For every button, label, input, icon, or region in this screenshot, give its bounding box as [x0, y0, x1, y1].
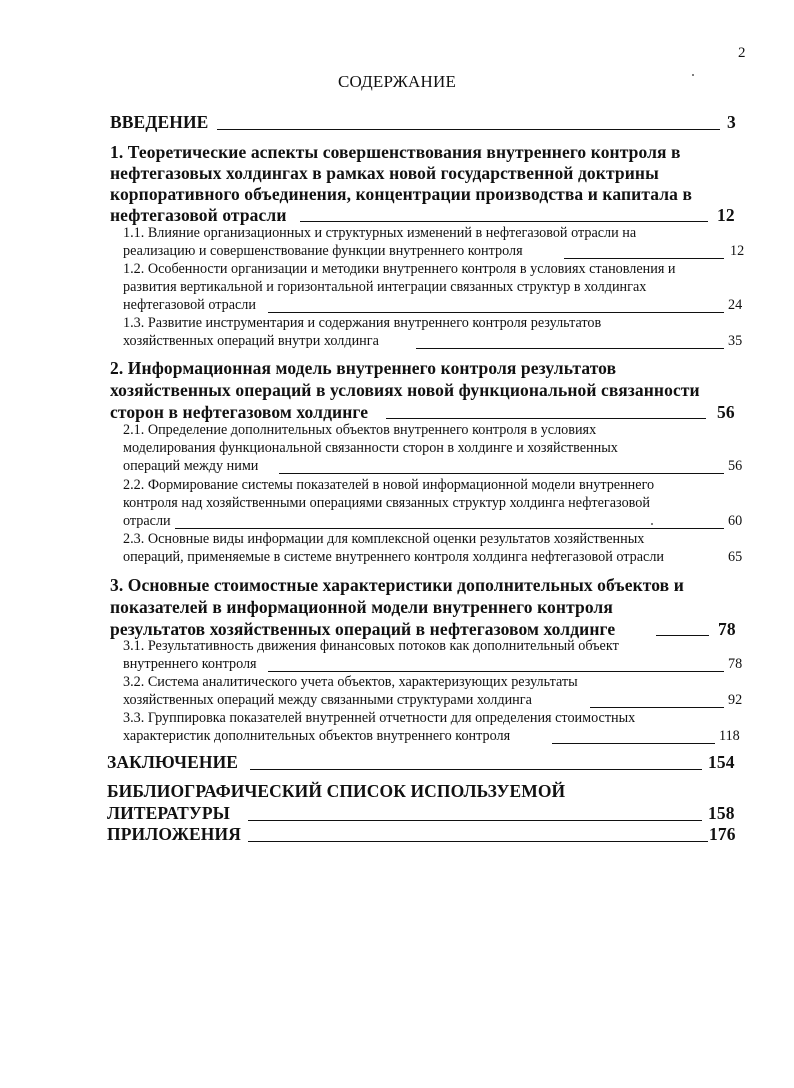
chapter-title-line: корпоративного объединения, концентрации производства и капитала в [110, 184, 693, 204]
entry-page: 78 [728, 656, 743, 672]
entry-label: ПРИЛОЖЕНИЯ [107, 824, 241, 844]
section-line: хозяйственных операций между связанными структурами холдинга [123, 692, 532, 708]
toc-title: СОДЕРЖАНИЕ [337, 72, 457, 91]
chapter-title-line: хозяйственных операций в условиях новой функциональной связанности [110, 380, 700, 400]
section-line: операций, применяемые в системе внутреннего контроля холдинга нефтегазовой отрасли [123, 549, 665, 565]
leader-line [217, 129, 720, 130]
section-line: внутреннего контроля [123, 656, 257, 672]
chapter-title-line: 2. Информационная модель внутреннего контроля результатов [110, 358, 617, 378]
leader-line [300, 221, 708, 222]
leader-line [552, 743, 715, 744]
section-line: операций между ними [123, 458, 259, 474]
leader-line [250, 769, 702, 770]
leader-line [248, 841, 708, 842]
section-line: 1.1. Влияние организационных и структурных изменений в нефтегазовой отрасли на [123, 225, 637, 241]
section-line: развития вертикальной и горизонтальной интеграции связанных структур в холдингах [123, 279, 647, 295]
entry-page: 56 [728, 458, 743, 474]
chapter-title-line: 1. Теоретические аспекты совершенствования внутреннего контроля в [110, 142, 681, 162]
leader-line [386, 418, 706, 419]
entry-page: 12 [717, 205, 735, 225]
entry-page: 56 [717, 402, 735, 422]
chapter-title-line: 3. Основные стоимостные характеристики дополнительных объектов и [110, 575, 684, 595]
leader-line [656, 635, 709, 636]
page-number: 2 [738, 45, 746, 61]
entry-page: 158 [708, 803, 735, 823]
entry-label-line: БИБЛИОГРАФИЧЕСКИЙ СПИСОК ИСПОЛЬЗУЕМОЙ [107, 781, 566, 801]
chapter-title-line: показателей в информационной модели внутреннего контроля [110, 597, 613, 617]
entry-label-line: ЛИТЕРАТУРЫ [107, 803, 230, 823]
section-line: реализацию и совершенствование функции внутреннего контроля [123, 243, 523, 259]
section-line: моделирования функциональной связанности сторон в холдинге и хозяйственных [123, 440, 618, 456]
entry-label: ВВЕДЕНИЕ [110, 112, 209, 132]
leader-line [279, 473, 724, 474]
leader-line [268, 671, 724, 672]
section-line: 3.3. Группировка показателей внутренней отчетности для определения стоимостных [123, 710, 636, 726]
scan-speck [651, 523, 653, 525]
section-line: нефтегазовой отрасли [123, 297, 256, 313]
section-line: хозяйственных операций внутри холдинга [123, 333, 379, 349]
entry-page: 35 [728, 333, 743, 349]
leader-line [268, 312, 724, 313]
chapter-title-line: результатов хозяйственных операций в нефтегазовом холдинге [110, 619, 616, 639]
leader-line [416, 348, 724, 349]
section-line: 3.1. Результативность движения финансовых потоков как дополнительный объект [123, 638, 619, 654]
entry-page: 176 [709, 824, 736, 844]
chapter-title-line: сторон в нефтегазовом холдинге [110, 402, 369, 422]
entry-page: 24 [728, 297, 743, 313]
leader-line [590, 707, 724, 708]
section-line: 1.2. Особенности организации и методики внутреннего контроля в условиях становления и [123, 261, 676, 277]
leader-line [564, 258, 724, 259]
entry-page: 65 [728, 549, 743, 565]
entry-label: ЗАКЛЮЧЕНИЕ [107, 752, 239, 772]
entry-page: 3 [727, 112, 736, 132]
section-line: контроля над хозяйственными операциями связанных структур холдинга нефтегазовой [123, 495, 650, 511]
section-line: 1.3. Развитие инструментария и содержания внутреннего контроля результатов [123, 315, 602, 331]
section-line: характеристик дополнительных объектов внутреннего контроля [123, 728, 511, 744]
leader-line [248, 820, 702, 821]
entry-page: 12 [730, 243, 745, 259]
chapter-title-line: нефтегазовых холдингах в рамках новой государственной доктрины [110, 163, 659, 183]
entry-page: 92 [728, 692, 743, 708]
entry-page: 78 [718, 619, 736, 639]
section-line: отрасли [123, 513, 171, 529]
chapter-title-line: нефтегазовой отрасли [110, 205, 287, 225]
section-line: 2.1. Определение дополнительных объектов внутреннего контроля в условиях [123, 422, 597, 438]
section-line: 2.3. Основные виды информации для комплексной оценки результатов хозяйственных [123, 531, 645, 547]
entry-page: 60 [728, 513, 743, 529]
entry-page: 118 [719, 728, 740, 744]
scan-speck [692, 74, 694, 76]
section-line: 3.2. Система аналитического учета объектов, характеризующих результаты [123, 674, 578, 690]
leader-line [175, 528, 724, 529]
entry-page: 154 [708, 752, 735, 772]
section-line: 2.2. Формирование системы показателей в новой информационной модели внутреннего [123, 477, 655, 493]
